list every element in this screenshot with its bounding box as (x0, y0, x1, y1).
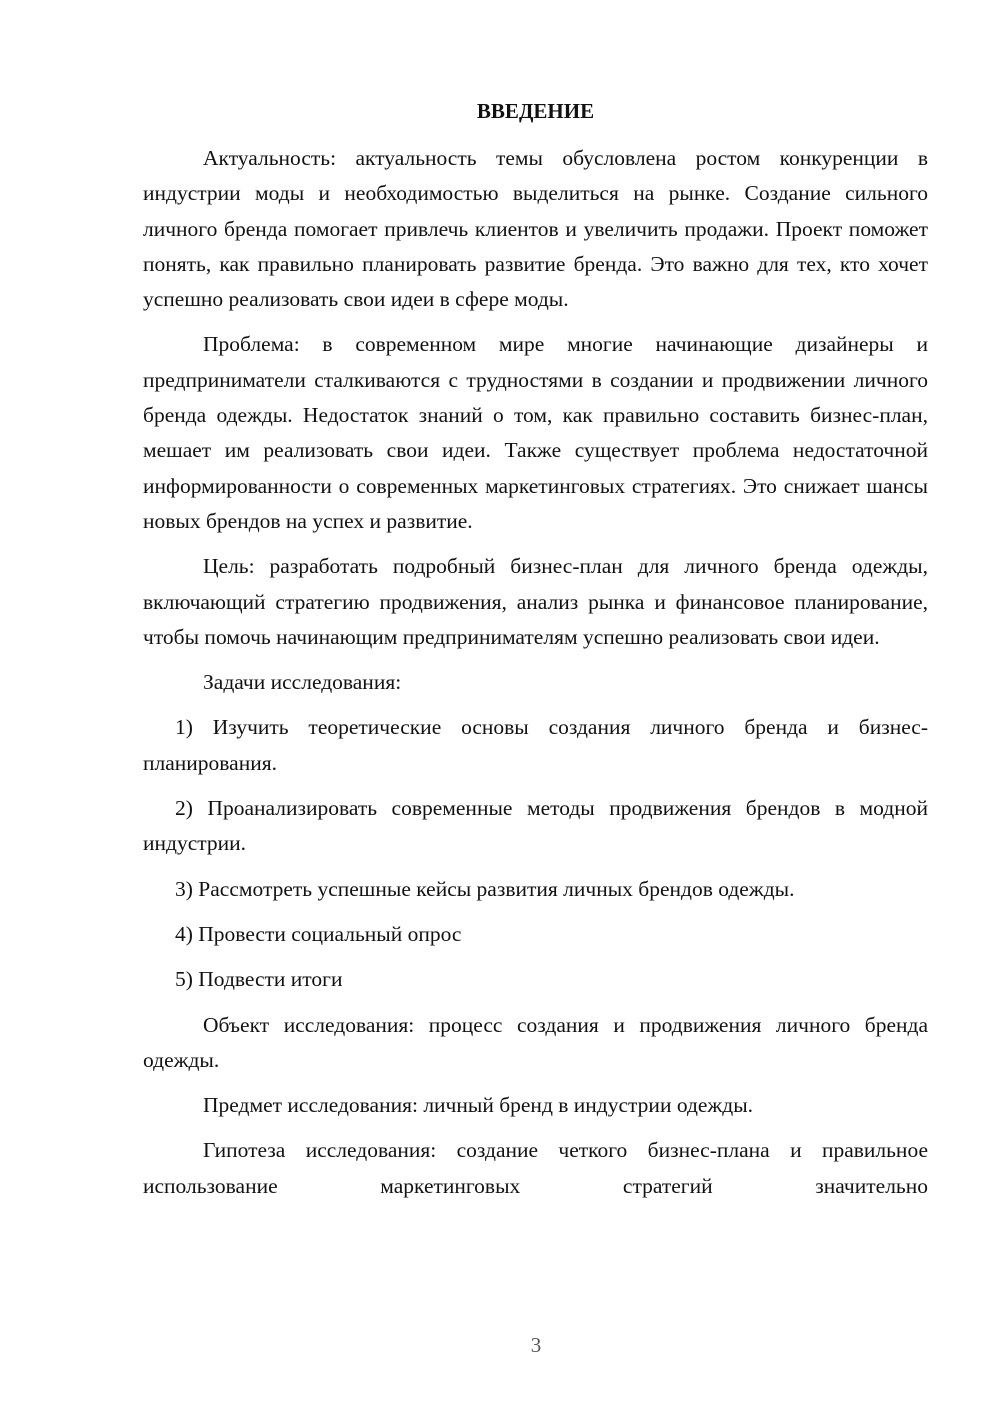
page-content (143, 94, 928, 1204)
task-item-5: 5) Подвести итоги (175, 967, 343, 992)
paragraph-problem: Проблема: в современном мире многие начинающие дизайнеры и предприниматели сталкиваются с трудностями в создании и продвижении личного бренда одежды. Недостаток знаний о том, как правильно составить бизнес-план, мешает им реализовать свои идеи. Также существует проблема недостаточной информированности о современных маркетинговых стратегиях. Это снижает шансы новых брендов на успех и развитие. (143, 332, 928, 533)
paragraph-goal: Цель: разработать подробный бизнес-план для личного бренда одежды, включающий стратегию продвижения, анализ рынка и финансовое планирование, чтобы помочь начинающим предпринимателям успешно реализовать свои идеи. (143, 554, 928, 649)
paragraph-object: Объект исследования: процесс создания и продвижения личного бренда одежды. (143, 1012, 928, 1072)
task-item-1: 1) Изучить теоретические основы создания личного бренда и бизнес-планирования. (143, 715, 928, 775)
task-item-2: 2) Проанализировать современные методы продвижения брендов в модной индустрии. (143, 796, 928, 856)
task-item-3: 3) Рассмотреть успешные кейсы развития личных брендов одежды. (175, 876, 795, 901)
paragraph-relevance: Актуальность: актуальность темы обусловлена ростом конкуренции в индустрии моды и необходимостью выделиться на рынке. Создание сильного личного бренда помогает привлечь клиентов и увеличить продажи. Проект поможет понять, как правильно планировать развитие бренда. Это важно для тех, кто хочет успешно реализовать свои идеи в сфере моды. (143, 146, 928, 312)
task-item-4: 4) Провести социальный опрос (175, 921, 462, 946)
tasks-label: Задачи исследования: (203, 670, 402, 695)
section-heading: ВВЕДЕНИЕ (476, 99, 595, 123)
page-number: 3 (530, 1333, 542, 1357)
paragraph-subject: Предмет исследования: личный бренд в индустрии одежды. (203, 1093, 754, 1118)
paragraph-hypothesis: Гипотеза исследования: создание четкого бизнес-плана и правильное использование маркетинговых стратегий значительно (143, 1138, 928, 1198)
